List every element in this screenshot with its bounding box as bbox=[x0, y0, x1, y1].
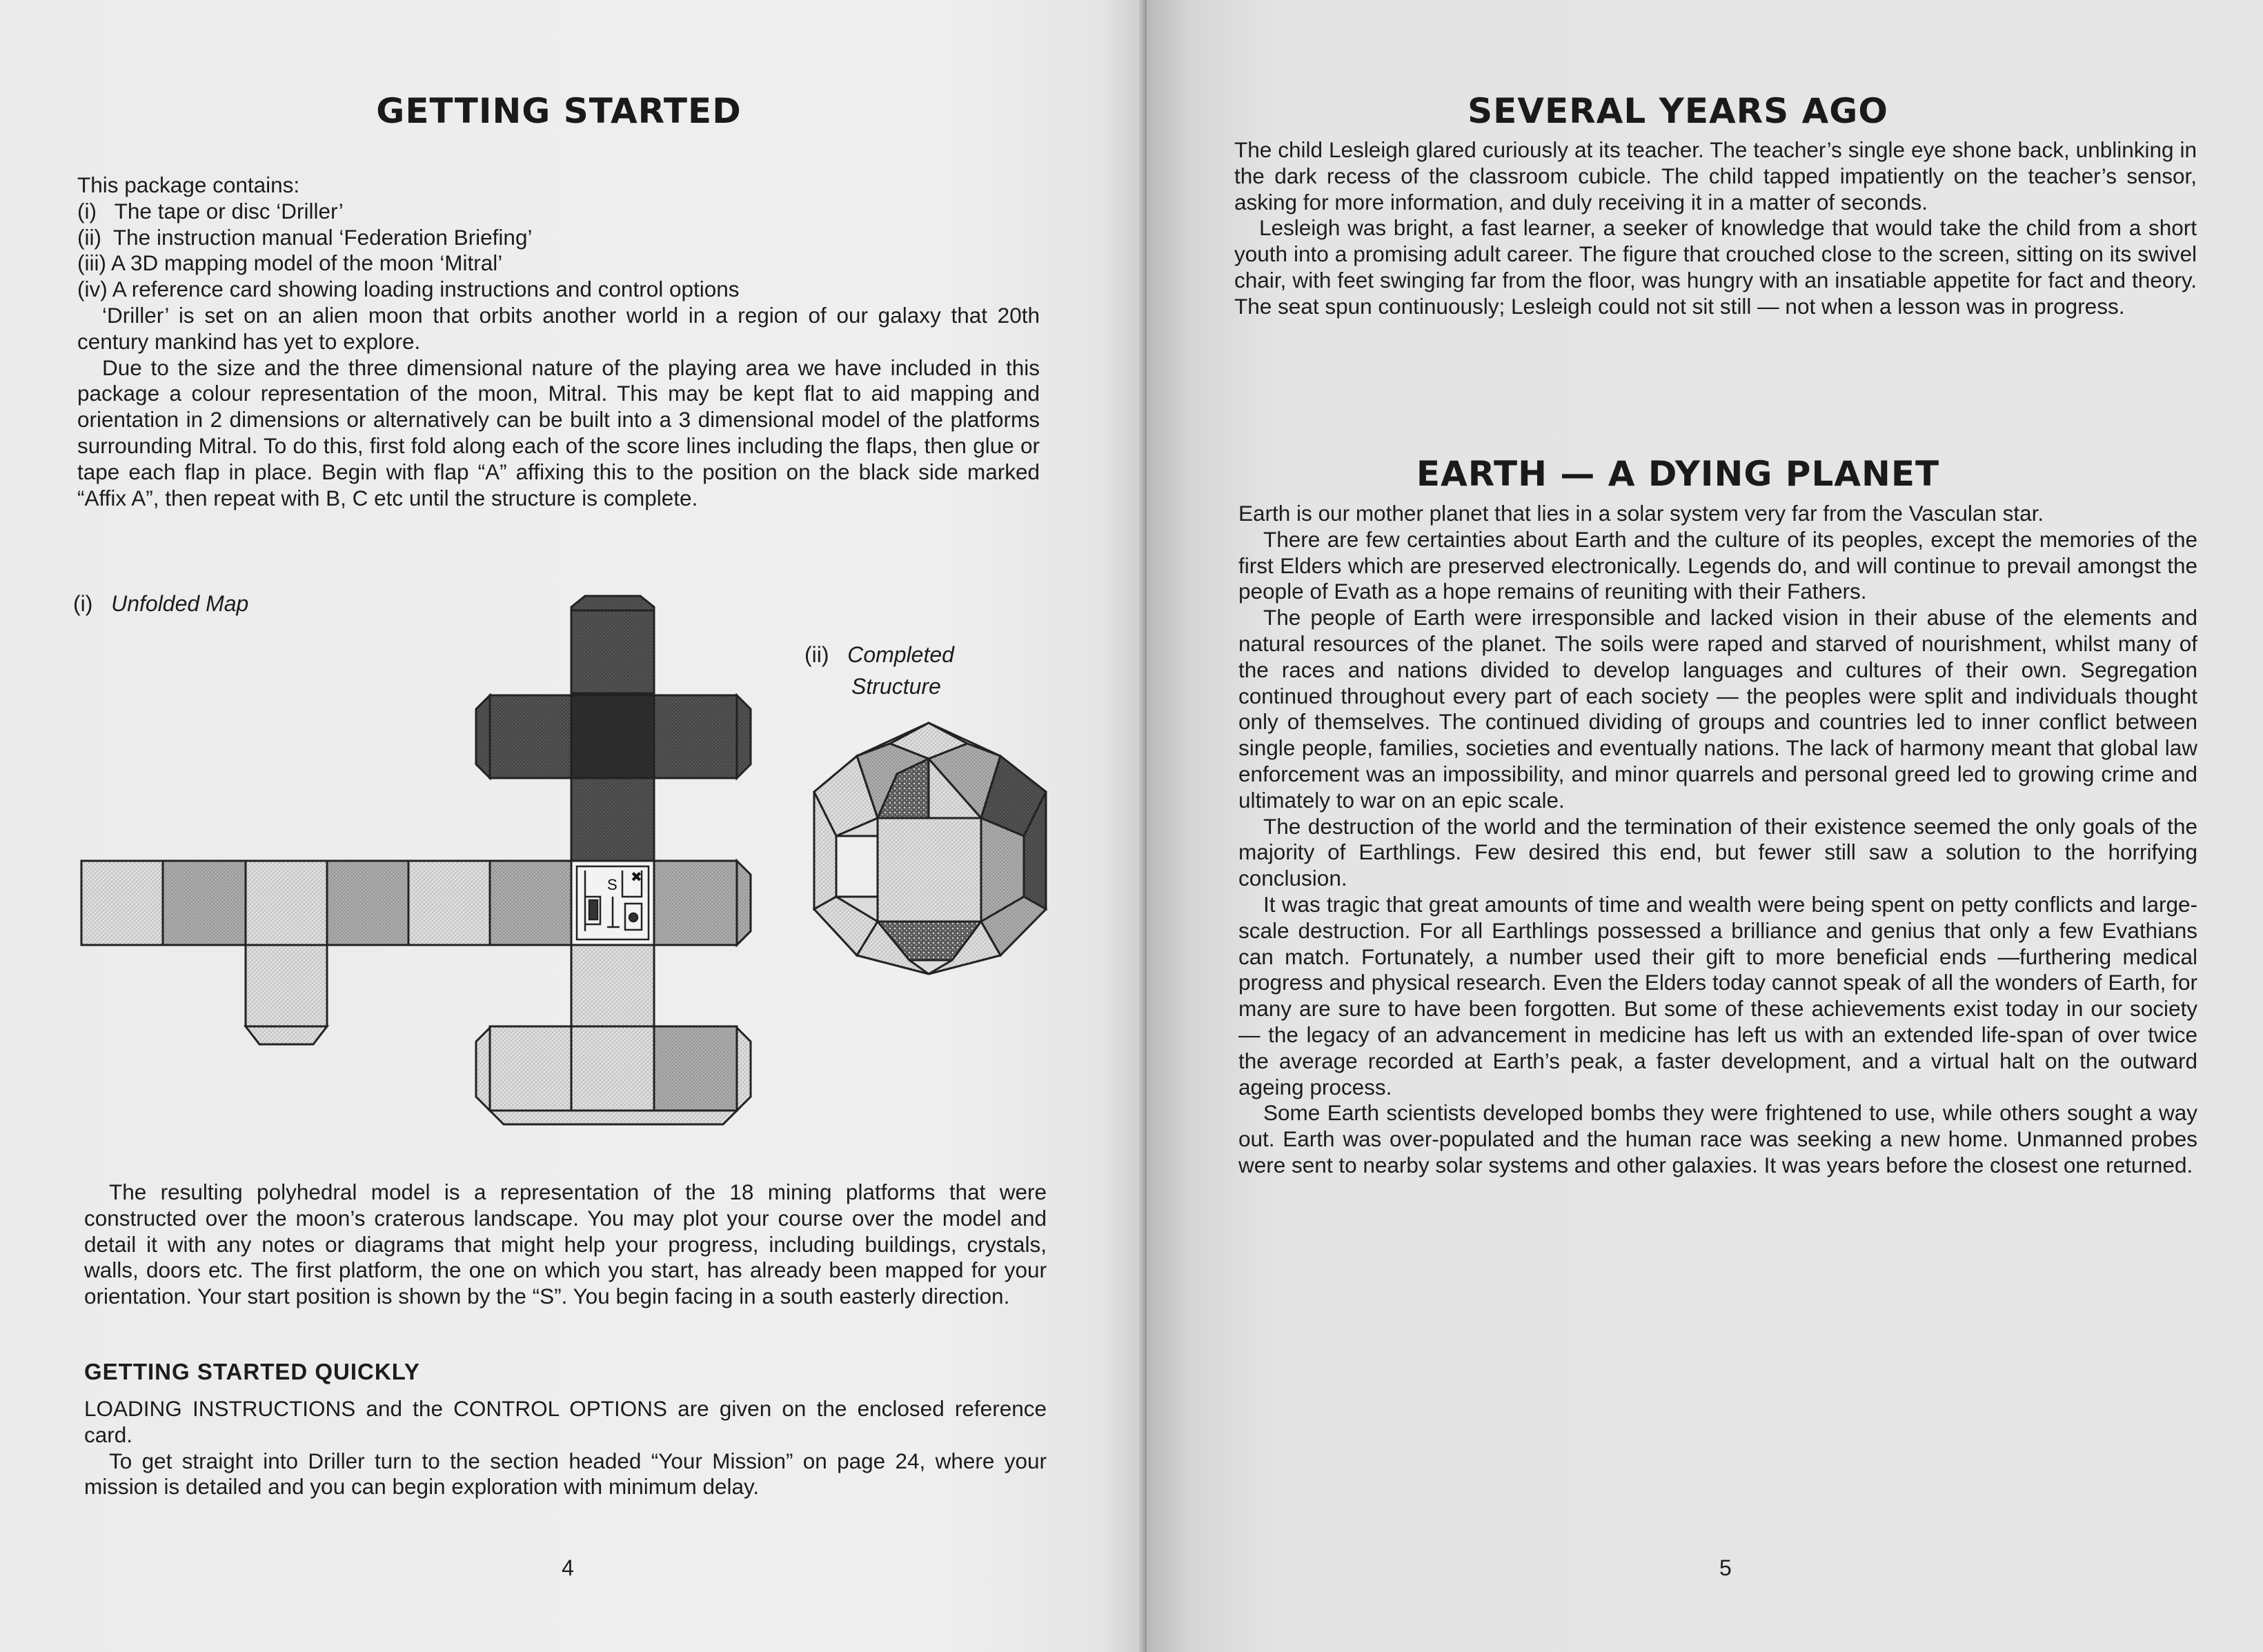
completed-structure-diagram bbox=[814, 723, 1046, 974]
map-face bbox=[571, 695, 654, 778]
start-marker: S bbox=[607, 876, 617, 893]
caption-label: Unfolded Map bbox=[111, 591, 249, 616]
several-years-ago-text bbox=[1234, 137, 2197, 320]
section-heading: GETTING STARTED QUICKLY bbox=[84, 1359, 420, 1384]
body-paragraph: Some Earth scientists developed bombs they were frightened to use, while others sought a way out. Earth was over-populated and the human race was seeking a new home. Unmanned probes were sent to nearby solar systems and other galaxies. It was years before the closest one returned. bbox=[1238, 1100, 2197, 1177]
contents-item: (iv) A reference card showing loading instructions and control options bbox=[77, 277, 740, 302]
map-face bbox=[654, 695, 737, 778]
section-title: EARTH — A DYING PLANET bbox=[1416, 454, 1940, 494]
right-page bbox=[1147, 0, 2263, 1652]
body-paragraph: LOADING INSTRUCTIONS and the CONTROL OPTIONS are given on the enclosed reference card. bbox=[84, 1396, 1047, 1447]
map-face bbox=[408, 861, 490, 945]
caption-label: Completed bbox=[847, 642, 954, 667]
contents-item: (iii) A 3D mapping model of the moon ‘Mitral’ bbox=[77, 250, 503, 276]
map-face bbox=[81, 861, 163, 945]
map-face bbox=[654, 1026, 737, 1111]
map-face bbox=[571, 778, 654, 861]
body-paragraph: ‘Driller’ is set on an alien moon that orbits another world in a region of our galaxy that 20th century mankind has yet to explore. bbox=[77, 303, 1040, 354]
body-paragraph: The people of Earth were irresponsible and lacked vision in their abuse of the elements and natural resources of the planet. The soils were raped and starved of nourishment, whilst many of the races and nations divided to develop languages and cultures of their own. Segregation continued throughout every part of each society — the peoples were split and individuals thought only of themselves. The continued dividing of groups and countries led to inner conflict between single people, families, societies and eventually nations. The lack of harmony meant that global law enforcement was an impossibility, and minor quarrels and personal greed led to growing crime and ultimately to war on an epic scale. bbox=[1238, 605, 2197, 813]
result-paragraph bbox=[84, 1180, 1047, 1310]
body-paragraph: It was tragic that great amounts of time and wealth were being spent on petty conflicts and large-scale destruction. For all Earthlings possessed a brilliance and genius that only a few Evathians can match. Fortunately, a number used their gift to more beneficial ends —furthering medical progress and physical research. Even the Elders today cannot speak of all the wonders of Earth, for many are sure to have been forgotten. But some of these achievements exist today in our society — the legacy of an advancement in medicine has left us with an extended life-span of over twice the average recorded at Earth’s peak, a faster development, and a virtual halt on the outward ageing process. bbox=[1238, 891, 2197, 1099]
page-number: 4 bbox=[562, 1555, 574, 1580]
page-title: SEVERAL YEARS AGO bbox=[1468, 91, 1888, 131]
body-paragraph: The resulting polyhedral model is a representation of the 18 mining platforms that were constructed over the moon’s craterous landscape. You may plot your course over the model and detail it with any notes or diagrams that might help your progress, including buildings, crystals, walls, doors etc. The first platform, the one on which you start, has already been mapped for your orientation. Your start position is shown by the “S”. You begin facing in a south easterly direction. bbox=[84, 1180, 1047, 1309]
unfolded-map-diagram bbox=[0, 0, 1147, 1173]
map-face bbox=[327, 861, 408, 945]
map-face bbox=[571, 1026, 654, 1111]
map-face bbox=[490, 1026, 571, 1111]
body-paragraph: The destruction of the world and the termination of their existence seemed the only goals of the majority of Earthlings. Few desired this end, but fewer still saw a solution to the horrifying conclusion. bbox=[1238, 813, 2197, 891]
map-face bbox=[246, 861, 327, 945]
body-paragraph: Earth is our mother planet that lies in a solar system very far from the Vasculan star. bbox=[1238, 501, 2044, 526]
map-face bbox=[571, 945, 654, 1026]
contents-item: (i) The tape or disc ‘Driller’ bbox=[77, 198, 344, 223]
contents-heading: This package contains: bbox=[77, 172, 300, 197]
body-paragraph: Due to the size and the three dimensional nature of the playing area we have included in this package a colour representation of the moon, Mitral. This may be kept flat to aid mapping and orientation in 2 dimensions or alternatively can be built into a 3 dimensional model of the platforms surrounding Mitral. To do this, first fold along each of the score lines including the flaps, then glue or tape each flap in place. Begin with flap “A” affixing this to the position on the black side marked “Affix A”, then repeat with B, C etc until the structure is complete. bbox=[77, 355, 1040, 510]
caption-number: (ii) bbox=[804, 642, 829, 667]
caption-label: Structure bbox=[851, 674, 941, 699]
flap bbox=[737, 695, 751, 778]
flap bbox=[476, 695, 490, 778]
caption-number: (i) bbox=[73, 591, 93, 616]
cross-marker: ✖ bbox=[631, 868, 642, 885]
dying-planet-text bbox=[1238, 501, 2197, 1179]
map-face bbox=[571, 610, 654, 693]
flap bbox=[737, 1028, 751, 1111]
page-number: 5 bbox=[1719, 1555, 1732, 1580]
quick-paragraphs bbox=[84, 1396, 1047, 1500]
flap bbox=[737, 861, 751, 945]
map-face bbox=[490, 695, 571, 778]
body-paragraph: Lesleigh was bright, a fast learner, a seeker of knowledge that would take the child from a short youth into a promising adult career. The figure that crouched close to the screen, sitting on its swivel chair, with feet swinging far from the floor, was hungry with an insatiable appetite for fact and theory. The seat spun continuously; Lesleigh could not sit still — not when a lesson was in progress. bbox=[1234, 215, 2197, 319]
body-paragraph: The child Lesleigh glared curiously at its teacher. The teacher’s single eye shone back, unblinking in the dark recess of the classroom cubicle. The child tapped impatiently on the teacher’s sensor, asking for more information, and duly receiving it in a matter of seconds. bbox=[1234, 137, 2197, 215]
contents-item: (ii) The instruction manual ‘Federation Briefing’ bbox=[77, 224, 533, 250]
flap bbox=[246, 1026, 327, 1044]
map-face bbox=[163, 861, 246, 945]
body-paragraph: There are few certainties about Earth and the culture of its peoples, except the memories of the first Elders which are preserved electronically. Legends do, and will continue to prevail amongst the people of Evath as a hope remains of reuniting with their Fathers. bbox=[1238, 526, 2197, 604]
body-paragraph: To get straight into Driller turn to the section headed “Your Mission” on page 24, where your mission is detailed and you can begin exploration with minimum delay. bbox=[84, 1448, 1047, 1500]
map-face bbox=[246, 945, 327, 1026]
flap bbox=[490, 1111, 737, 1124]
map-face bbox=[490, 861, 571, 945]
page-title: GETTING STARTED bbox=[376, 91, 742, 131]
flap bbox=[571, 596, 654, 610]
map-face bbox=[654, 861, 737, 945]
flap bbox=[476, 1028, 490, 1111]
